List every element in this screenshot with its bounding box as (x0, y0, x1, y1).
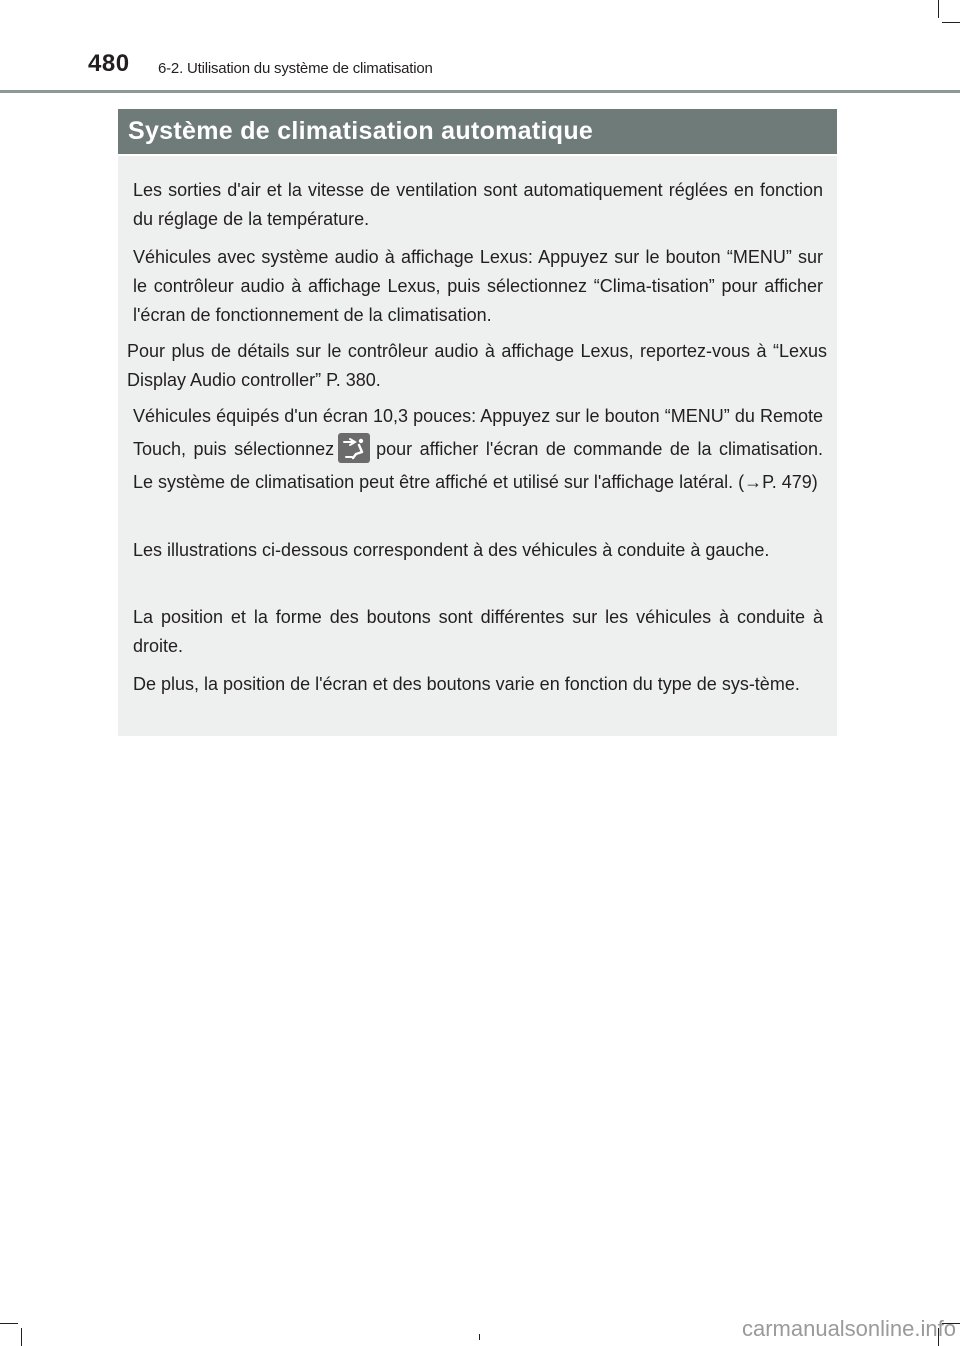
title-bar (118, 109, 837, 154)
header-rule (0, 90, 960, 93)
paragraph-lexus-audio: Véhicules avec système audio à affichage Lexus: Appuyez sur le bouton “MENU” sur le contrôleur audio à affichage Lexus, puis sélectionnez “Clima-tisation” pour afficher l'écran de fonctionnement de la climatisation. (133, 247, 823, 325)
paragraph-screen-10-3 (133, 400, 823, 499)
crop-mark (479, 1334, 480, 1340)
paragraph-screen-text-1: Véhicules équipés d'un écran 10,3 pouces: Appuyez sur le bouton “MENU” du Remote Touch, puis sélectionnez (133, 406, 823, 459)
paragraph-screen-text-2: pour afficher l'écran de commande de la climatisation. Le système de climatisation peut être affiché et utilisé sur l'affichage latéral. (→P. 479) (133, 439, 824, 492)
section-title: 6-2. Utilisation du système de climatisation (158, 60, 433, 77)
paragraph-more-details: Pour plus de détails sur le contrôleur audio à affichage Lexus, reportez-vous à “Lexus Display Audio controller” P. 380. (127, 341, 827, 390)
paragraph-air-outlets: Les sorties d'air et la vitesse de ventilation sont automatiquement réglées en fonction du réglage de la température. (133, 180, 823, 229)
paragraph-right-hand-drive: La position et la forme des boutons sont différentes sur les véhicules à conduite à droite. (133, 607, 823, 656)
paragraph-left-hand-drive: Les illustrations ci-dessous correspondent à des véhicules à conduite à gauche. (133, 540, 770, 560)
page-title: Système de climatisation automatique (128, 117, 594, 145)
climate-seat-icon (338, 433, 370, 463)
page-header (0, 0, 960, 92)
crop-mark (21, 1328, 22, 1346)
watermark: carmanualsonline.info (741, 1316, 956, 1341)
page-number: 480 (88, 50, 130, 77)
paragraph-system-type: De plus, la position de l'écran et des boutons varie en fonction du type de sys-tème. (133, 674, 800, 694)
crop-mark (0, 1323, 18, 1324)
content-box (118, 156, 837, 736)
